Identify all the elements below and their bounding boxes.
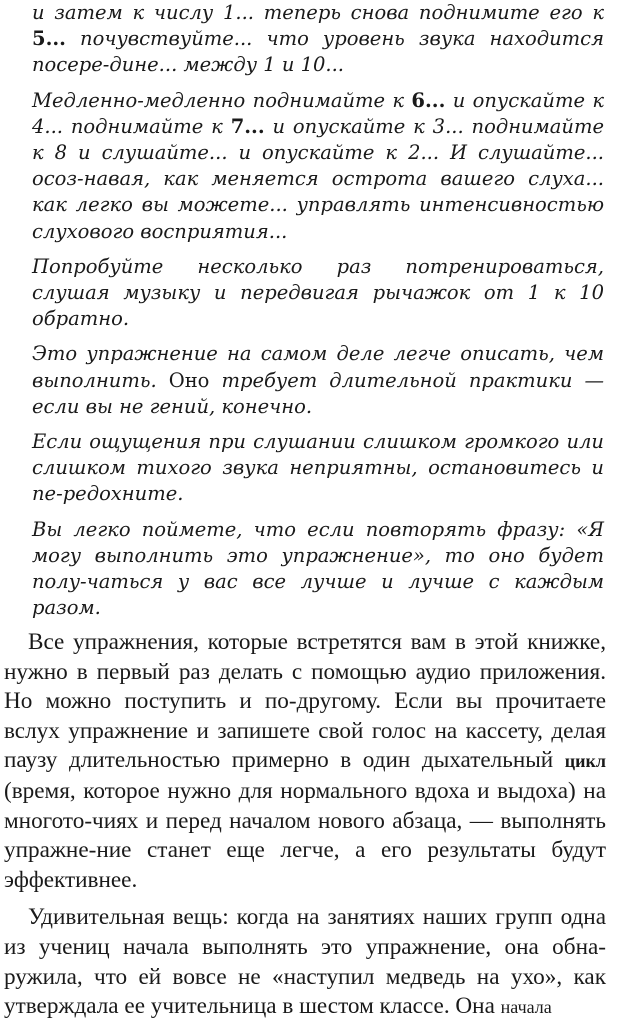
exercise-text: и затем к числу 1... теперь снова поднимите его к xyxy=(32,1,604,24)
exercise-paragraph-6: Вы легко поймете, что если повторять фразу: «Я могу выполнить это упражнение», то оно будет полу-чаться у вас все лучше и лучше с каждым разом. xyxy=(32,517,604,620)
exercise-text: Медленно-медленно поднимайте к xyxy=(32,88,412,112)
exercise-text: Это упражнение на самом деле легче описать, чем выполнить. xyxy=(32,342,604,392)
exercise-text: требует длительной практики — если вы не гений, конечно. xyxy=(32,368,604,418)
body-paragraph-2 xyxy=(4,903,606,1022)
term-bold: цикл xyxy=(564,751,606,772)
body-text-small: начала xyxy=(500,997,552,1018)
exercise-text: и опускайте к 4... поднимайте к xyxy=(32,88,604,138)
body-text-run: Удивительная вещь: когда на занятиях наших групп одна из учениц начала выполнять это упражнение, она обна-ружила, что ей вовсе не «наступил медведь на ухо», как утверждала ее учительница в шестом классе. Она xyxy=(4,904,606,1020)
exercise-paragraph-2 xyxy=(32,88,604,245)
exercise-paragraph-3: Попробуйте несколько раз потренироваться, слушая музыку и передвигая рычажок от 1 к 10 обратно. xyxy=(32,254,604,331)
exercise-paragraph-1 xyxy=(32,0,604,79)
number-bold: 7... xyxy=(230,114,265,138)
exercise-text-roman: Оно xyxy=(168,368,210,392)
body-paragraph-1 xyxy=(4,628,606,895)
exercise-block xyxy=(32,0,604,630)
exercise-paragraph-5: Если ощущения при слушании слишком громкого или слишком тихого звука неприятны, остановитесь и пе-редохните. xyxy=(32,430,604,506)
exercise-text: и опускайте к 3... поднимайте к 8 и слушайте... и опускайте к 2... И слушайте... осоз-навая, как меняется острота вашего слуха... как легко вы можете... управлять интенсивностью слухового восприятия... xyxy=(32,114,604,243)
exercise-text: почувствуйте... что уровень звука находится посере-дине... между 1 и 10... xyxy=(32,27,604,77)
body-text-run: (время, которое нужно для нормального вдоха и выдоха) на многото-чиях и перед началом нового абзаца, — выполнять упражне-ние станет еще легче, а его результаты будут эффективнее. xyxy=(4,777,606,893)
number-bold: 5... xyxy=(32,27,66,51)
exercise-paragraph-4 xyxy=(32,341,604,420)
body-text-run: Все упражнения, которые встретятся вам в этой книжке, нужно в первый раз делать с помощью аудио приложения. Но можно поступить и по-другому. Если вы прочитаете вслух упражнение и запишете свой голос на кассету, делая паузу длительностью примерно в один дыхательный xyxy=(4,629,606,774)
number-bold: 6... xyxy=(411,88,446,112)
body-text xyxy=(4,628,606,1023)
